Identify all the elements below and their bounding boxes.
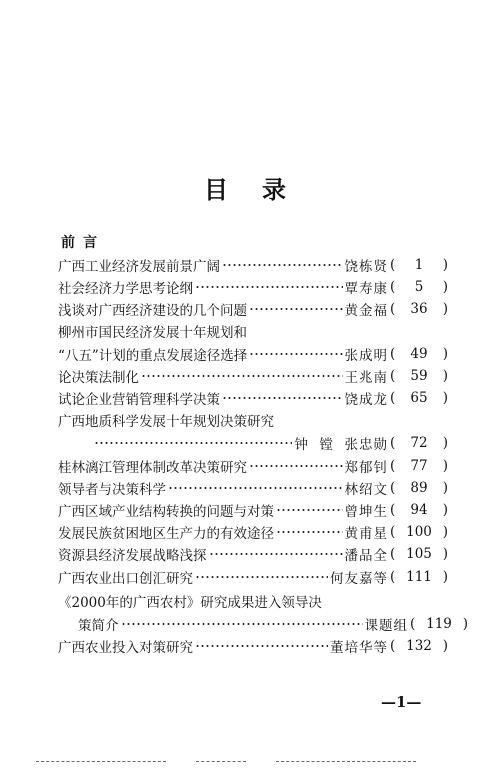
entry-page: ( 65 ) <box>390 390 448 406</box>
entry-author: 黄甫星 <box>344 526 388 542</box>
toc-entry <box>58 320 448 342</box>
toc-entry <box>58 387 448 409</box>
entry-page: ( 119 ) <box>410 616 468 632</box>
entry-author: 曾坤生 <box>344 504 388 520</box>
entry-title: 试论企业营销管理科学决策 <box>58 392 220 408</box>
entry-title: “八五”计划的重点发展途径选择 <box>58 348 248 364</box>
entry-author: 董培华等 <box>330 640 388 656</box>
dot-leader <box>195 286 343 288</box>
entry-page-number: 49 <box>410 346 428 362</box>
entry-page-number: 100 <box>406 524 432 540</box>
bottom-rule <box>196 761 246 762</box>
entry-title: 领导者与决策科学 <box>58 482 166 498</box>
entry-page-number: 94 <box>410 502 428 518</box>
entry-page: ( 36 ) <box>390 301 448 317</box>
toc-title: 目录 <box>204 175 320 204</box>
entry-author: 饶成龙 <box>344 392 388 408</box>
entry-author: 潘品全 <box>344 548 388 564</box>
entry-page: ( 77 ) <box>390 458 448 474</box>
dot-leader <box>168 487 343 489</box>
dot-leader <box>222 397 343 399</box>
entry-title: 广西地质科学发展十年规划决策研究 <box>58 414 274 430</box>
dot-leader <box>276 509 343 511</box>
toc-entry <box>58 254 448 276</box>
dot-leader <box>249 465 343 467</box>
toc-entry <box>58 635 448 657</box>
entry-page-number: 65 <box>410 390 428 406</box>
entry-title: 策简介 <box>78 618 119 634</box>
dot-leader <box>141 375 343 377</box>
entry-title: 广西工业经济发展前景广阔 <box>58 259 220 275</box>
entry-author: 覃寿康 <box>344 281 388 297</box>
dot-leader <box>195 576 328 578</box>
entry-author: 课题组 <box>364 618 408 634</box>
toc-entry <box>58 276 448 298</box>
entry-page-number: 5 <box>414 279 424 295</box>
bottom-rule <box>276 761 416 762</box>
entry-title: 广西农业投入对策研究 <box>58 640 193 656</box>
toc-entry <box>78 613 468 635</box>
entry-author: 林绍文 <box>344 482 388 498</box>
preface-heading: 前言 <box>61 235 105 251</box>
dot-leader <box>276 531 343 533</box>
entry-page-number: 89 <box>410 480 428 496</box>
dot-leader <box>209 553 343 555</box>
entry-title: 桂林漓江管理体制改革决策研究 <box>58 460 247 476</box>
entry-page: ( 72 ) <box>390 435 448 451</box>
entry-page-number: 111 <box>406 569 432 585</box>
toc-entry <box>58 499 448 521</box>
dot-leader <box>195 645 328 647</box>
entry-title: 柳州市国民经济发展十年规划和 <box>58 325 247 341</box>
dot-leader <box>249 353 342 355</box>
page-number: —1— <box>381 693 422 711</box>
entry-page: ( 5 ) <box>390 279 448 295</box>
toc-entry <box>58 455 448 477</box>
toc-entry <box>58 566 448 588</box>
entry-page-number: 1 <box>414 257 424 273</box>
dot-leader <box>222 264 343 266</box>
entry-page-number: 36 <box>410 301 428 317</box>
entry-title: 《2000年的广西农村》研究成果进入领导决 <box>58 595 322 611</box>
toc-entry <box>58 590 448 612</box>
entry-title: 广西农业出口创汇研究 <box>58 571 193 587</box>
dot-leader <box>121 623 363 625</box>
entry-title: 发展民族贫困地区生产力的有效途径 <box>58 526 274 542</box>
entry-page-number: 119 <box>426 616 452 632</box>
entry-page-number: 132 <box>406 638 432 654</box>
entry-page-number: 77 <box>410 458 428 474</box>
entry-page: ( 49 ) <box>390 346 448 362</box>
toc-entry <box>58 477 448 499</box>
entry-page-number: 59 <box>410 368 428 384</box>
entry-author: 何友嘉等 <box>330 571 388 587</box>
entry-page: ( 100 ) <box>390 524 448 540</box>
entry-author: 饶栋贤 <box>344 259 388 275</box>
toc-entry <box>58 521 448 543</box>
dot-leader <box>249 308 343 310</box>
entry-author: 黄金福 <box>344 303 388 319</box>
entry-author: 王兆南 <box>344 370 388 386</box>
toc-entry <box>58 409 448 431</box>
entry-page-number: 105 <box>406 546 432 562</box>
dot-leader <box>94 442 292 444</box>
entry-page: ( 94 ) <box>390 502 448 518</box>
entry-title: 社会经济力学思考论纲 <box>58 281 193 297</box>
bottom-rule <box>36 761 166 762</box>
entry-title: 资源县经济发展战略浅探 <box>58 548 207 564</box>
entry-page: ( 1 ) <box>390 257 448 273</box>
toc-entry <box>58 365 448 387</box>
entry-author: 郑郁钊 <box>344 460 388 476</box>
entry-title: 论决策法制化 <box>58 370 139 386</box>
entry-page: ( 111 ) <box>390 569 448 585</box>
toc-entry <box>58 298 448 320</box>
entry-page-number: 72 <box>410 435 428 451</box>
entry-author: 张成明 <box>344 348 388 364</box>
entry-page: ( 89 ) <box>390 480 448 496</box>
entry-title: 广西区域产业结构转换的问题与对策 <box>58 504 274 520</box>
entry-title: 浅谈对广西经济建设的几个问题 <box>58 303 247 319</box>
entry-author: 钟 镗 张忠勋 <box>294 437 388 453</box>
entry-page: ( 132 ) <box>390 638 448 654</box>
toc-entry <box>92 432 448 454</box>
toc-entry <box>58 343 448 365</box>
entry-page: ( 105 ) <box>390 546 448 562</box>
entry-page: ( 59 ) <box>390 368 448 384</box>
toc-entry <box>58 543 448 565</box>
